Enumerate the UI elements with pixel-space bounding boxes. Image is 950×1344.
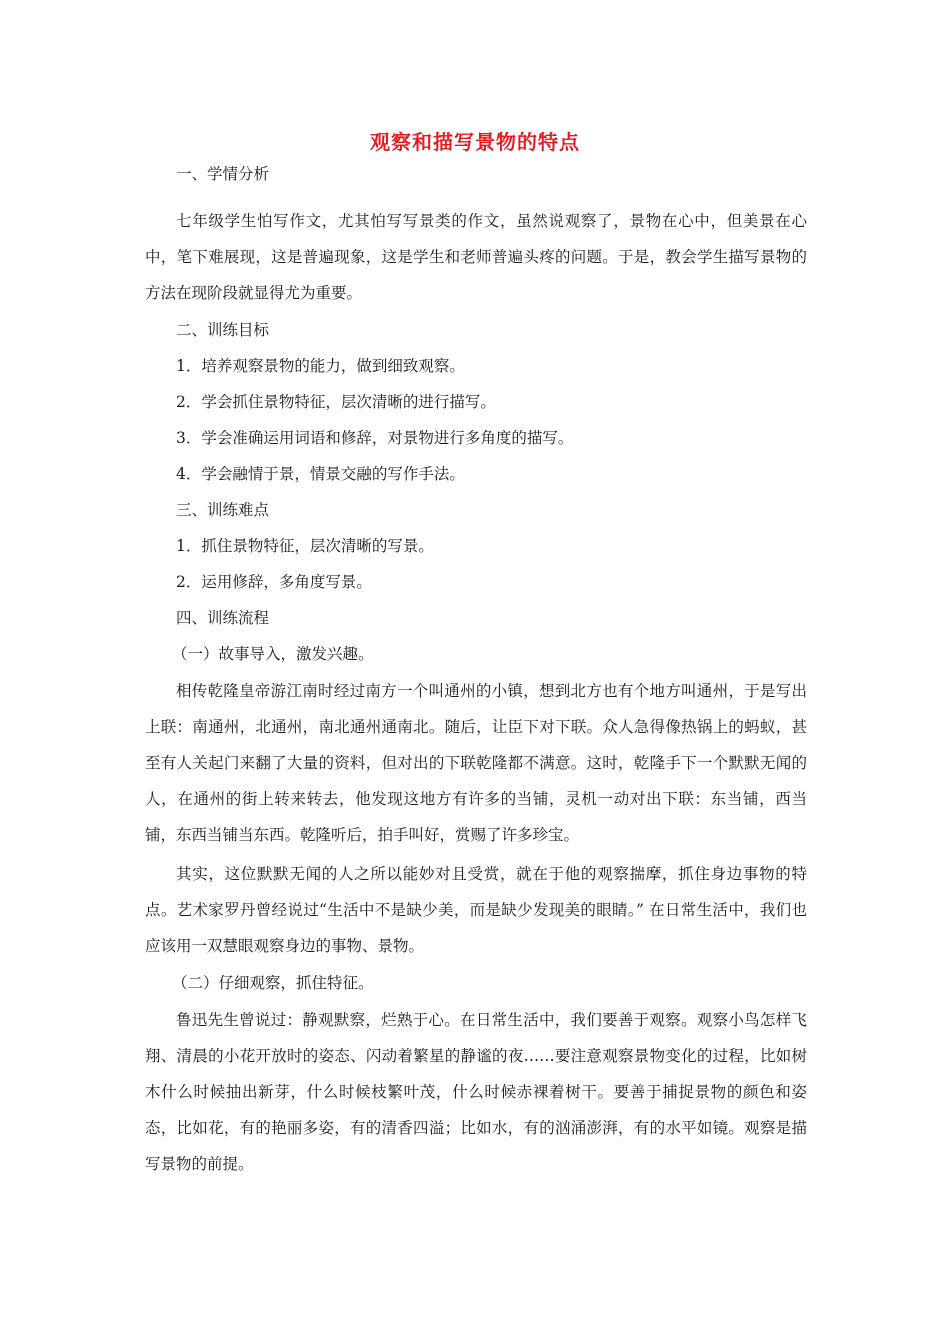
section-heading: 三、训练难点 bbox=[176, 501, 270, 519]
section-heading: 四、训练流程 bbox=[176, 609, 270, 627]
section-heading: 二、训练目标 bbox=[176, 321, 270, 339]
list-item: 2．学会抓住景物特征，层次清晰的进行描写。 bbox=[176, 393, 496, 411]
list-item: 4．学会融情于景，情景交融的写作手法。 bbox=[176, 465, 465, 483]
body-paragraph: 鲁迅先生曾说过：静观默察，烂熟于心。在日常生活中，我们要善于观察。观察小鸟怎样飞翔、清晨的小花开放时的姿态、闪动着繁星的静谧的夜……要注意观察景物变化的过程，比如树木什么时候抽出新芽，什么时候枝繁叶茂，什么时候赤裸着树干。要善于捕捉景物的颜色和姿态，比如花，有的艳丽多姿，有的清香四溢；比如水，有的汹涌澎湃，有的水平如镜。观察是描写景物的前提。 bbox=[145, 1011, 807, 1173]
document-title: 观察和描写景物的特点 bbox=[370, 130, 580, 154]
list-item: 3．学会准确运用词语和修辞，对景物进行多角度的描写。 bbox=[176, 429, 574, 447]
list-item: 1．培养观察景物的能力，做到细致观察。 bbox=[176, 357, 465, 375]
section-heading: 一、学情分析 bbox=[176, 165, 270, 183]
body-paragraph: 其实，这位默默无闻的人之所以能妙对且受赏，就在于他的观察揣摩，抓住身边事物的特点。艺术家罗丹曾经说过“生活中不是缺少美，而是缺少发现美的眼睛。” 在日常生活中，我们也应该用一双慧眼观察身边的事物、景物。 bbox=[145, 865, 807, 955]
document-body bbox=[145, 160, 807, 1182]
body-paragraph: 七年级学生怕写作文，尤其怕写写景类的作文，虽然说观察了，景物在心中，但美景在心中，笔下难展现，这是普遍现象，这是学生和老师普遍头疼的问题。于是，教会学生描写景物的方法在现阶段就显得尤为重要。 bbox=[145, 212, 807, 302]
subsection-heading: （一）故事导入，激发兴趣。 bbox=[172, 645, 374, 663]
list-item: 2．运用修辞，多角度写景。 bbox=[176, 573, 372, 591]
body-paragraph: 相传乾隆皇帝游江南时经过南方一个叫通州的小镇，想到北方也有个地方叫通州，于是写出上联：南通州，北通州，南北通州通南北。随后，让臣下对下联。众人急得像热锅上的蚂蚁，甚至有人关起门来翻了大量的资料，但对出的下联乾隆都不满意。这时，乾隆手下一个默默无闻的人，在通州的街上转来转去，他发现这地方有许多的当铺，灵机一动对出下联：东当铺，西当铺，东西当铺当东西。乾隆听后，拍手叫好，赏赐了许多珍宝。 bbox=[145, 682, 807, 844]
subsection-heading: （二）仔细观察，抓住特征。 bbox=[172, 974, 374, 992]
list-item: 1．抓住景物特征，层次清晰的写景。 bbox=[176, 537, 434, 555]
